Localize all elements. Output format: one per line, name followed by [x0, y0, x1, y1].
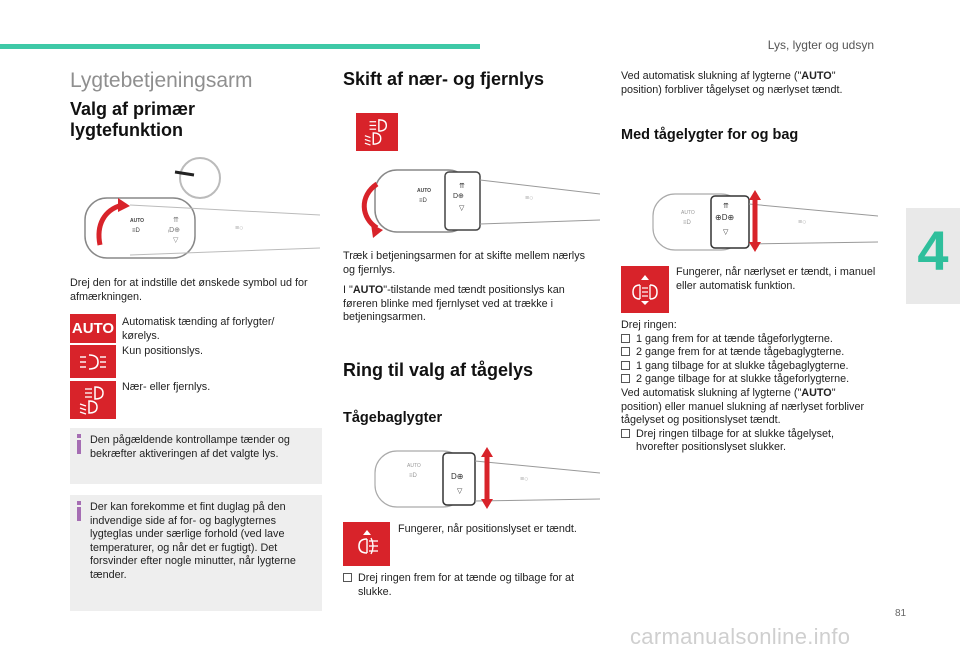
svg-text:AUTO: AUTO [417, 188, 432, 194]
auto-badge-text: AUTO [71, 320, 115, 337]
subtitle-line-2: lygtefunktion [70, 120, 183, 140]
mode-auto-line-2: kørelys. [122, 329, 160, 342]
svg-text:AUTO: AUTO [407, 463, 421, 469]
heading-front-rear-fog: Med tågelygter for og bag [621, 127, 799, 143]
front-rear-fog-note: Fungerer, når nærlyset er tændt, i manuel eller automatisk funktion. [676, 266, 876, 292]
svg-text:≡D: ≡D [419, 198, 427, 204]
heading-rear-fog: Tågebaglygter [343, 410, 443, 426]
svg-text:≡○: ≡○ [520, 476, 529, 483]
ring-bullet-4 [621, 373, 876, 387]
ring-bullet-1-text: 1 gang frem for at tænde tågeforlygterne. [636, 332, 833, 345]
mode-position-label: Kun positionslys. [122, 345, 204, 357]
auto-manual-bold: AUTO [801, 386, 832, 399]
auto-manual-off-text [621, 387, 876, 428]
auto-off-post: " position) forbliver tågelyset og nærlyset tændt. [621, 70, 843, 96]
svg-text:▽: ▽ [459, 205, 465, 212]
checkbox-bullet-icon [621, 347, 630, 356]
svg-text:≡○: ≡○ [525, 195, 534, 202]
front-rear-fog-icon [621, 266, 669, 313]
auto-manual-post: " position) eller manuel slukning af nærlyset forbliver tågelyset og positionslyset tændt. [621, 386, 865, 427]
checkbox-bullet-icon [621, 361, 630, 370]
checkbox-bullet-icon [621, 334, 630, 343]
page-number: 81 [895, 608, 907, 619]
ring-bullet-3-text: 1 gang tilbage for at slukke tågebaglygterne. [636, 359, 849, 372]
stalk-illustration-rotate [70, 150, 320, 265]
checkbox-bullet-icon [343, 573, 352, 582]
mode-auto-label [122, 316, 274, 343]
auto-off-pre: Ved automatisk slukning af lygterne (" [621, 70, 802, 82]
rear-fog-icon [343, 522, 390, 566]
watermark: carmanualsonline.info [630, 624, 851, 649]
mode-beam-label: Nær- eller fjernlys. [122, 381, 211, 393]
rear-fog-bullet [343, 572, 610, 599]
auto-flash-pre: I " [343, 284, 353, 296]
subtitle [70, 99, 195, 141]
page-title: Lygtebetjeningsarm [70, 69, 253, 92]
auto-flash-text [343, 284, 595, 325]
svg-text:▽: ▽ [457, 488, 463, 495]
heading-fog-ring: Ring til valg af tågelys [343, 360, 534, 380]
rotate-instruction: Drej den for at indstille det ønskede symbol ud for afmærkningen. [70, 277, 308, 303]
mode-auto-line-1: Automatisk tænding af forlygter/ [122, 316, 275, 328]
auto-manual-pre: Ved automatisk slukning af lygterne (" [621, 386, 802, 399]
info-text-indicator: Den pågældende kontrollampe tænder og bekræfter aktiveringen af det valgte lys. [90, 434, 290, 460]
subtitle-line-1: Valg af primær [70, 99, 196, 119]
svg-text:≡D: ≡D [132, 228, 140, 234]
svg-text:⇈: ⇈ [723, 203, 729, 210]
rear-fog-bullet-text: Drej ringen frem for at tænde og tilbage for at slukke. [358, 572, 575, 598]
info-text-condensation: Der kan forekomme et fint duglag på den indvendige side af for- og baglygternes lygteglas under særlige forhold (ved lave temperaturer, og når det er fugtigt). Det forsvinder efter nogle minutter, når lygterne tænder. [90, 501, 296, 581]
svg-text:AUTO: AUTO [681, 210, 695, 216]
info-icon [76, 434, 82, 454]
turn-ring-block [621, 319, 876, 455]
ring-bullet-4-text: 2 gange tilbage for at slukke tågeforlygterne. [636, 373, 850, 386]
svg-text:⇈: ⇈ [459, 183, 465, 190]
info-icon [76, 501, 82, 521]
heading-beam-switch: Skift af nær- og fjernlys [343, 69, 545, 89]
ring-bullet-2-text: 2 gange frem for at tænde tågebaglygterne. [636, 346, 845, 359]
low-high-beam-icon [70, 381, 116, 419]
checkbox-bullet-icon [621, 374, 630, 383]
stalk-illustration-rear-fog [355, 445, 600, 515]
svg-text:≡D: ≡D [683, 220, 691, 226]
section-label: Lys, lygter og udsyn [767, 38, 874, 52]
svg-text:D⊕: D⊕ [451, 472, 464, 481]
auto-off-intro [621, 70, 873, 97]
svg-text:⇈: ⇈ [173, 217, 179, 224]
svg-text:ᵢD⊕: ᵢD⊕ [168, 227, 181, 234]
svg-text:▽: ▽ [173, 237, 179, 244]
position-lights-icon [70, 345, 116, 378]
svg-text:AUTO: AUTO [130, 218, 145, 224]
info-box-condensation [70, 495, 322, 611]
chapter-tab [906, 208, 960, 304]
ring-bullet-1 [621, 333, 876, 347]
stalk-illustration-front-rear-fog [633, 188, 878, 258]
beam-switch-icon [356, 113, 398, 151]
stalk-illustration-pull [355, 162, 600, 242]
info-box-indicator [70, 428, 322, 484]
auto-icon [70, 314, 116, 343]
ring-bullet-last [621, 428, 876, 455]
svg-text:≡○: ≡○ [235, 225, 244, 232]
svg-text:≡○: ≡○ [798, 219, 807, 226]
svg-text:▽: ▽ [723, 229, 729, 236]
checkbox-bullet-icon [621, 429, 630, 438]
rear-fog-note: Fungerer, når positionslyset er tændt. [398, 523, 577, 535]
auto-off-bold: AUTO [801, 70, 832, 82]
svg-text:≡D: ≡D [409, 473, 417, 479]
turn-ring-label: Drej ringen: [621, 319, 677, 331]
ring-bullet-2 [621, 346, 876, 360]
pull-instruction: Træk i betjeningsarmen for at skifte mellem nærlys og fjernlys. [343, 250, 586, 276]
svg-text:⊕D⊕: ⊕D⊕ [715, 213, 735, 222]
ring-bullet-last-text: Drej ringen tilbage for at slukke tågelyset, hvorefter positionslyset slukker. [636, 427, 835, 454]
auto-flash-bold: AUTO [352, 284, 384, 296]
auto-flash-post: "-tilstande med tændt positionslys kan føreren blinke med fjernlyset ved at trække i betjeningsarmen. [343, 284, 565, 324]
chapter-number: 4 [917, 219, 949, 282]
ring-bullet-3 [621, 360, 876, 374]
svg-text:D⊕: D⊕ [453, 193, 464, 200]
top-accent-bar [0, 44, 480, 49]
